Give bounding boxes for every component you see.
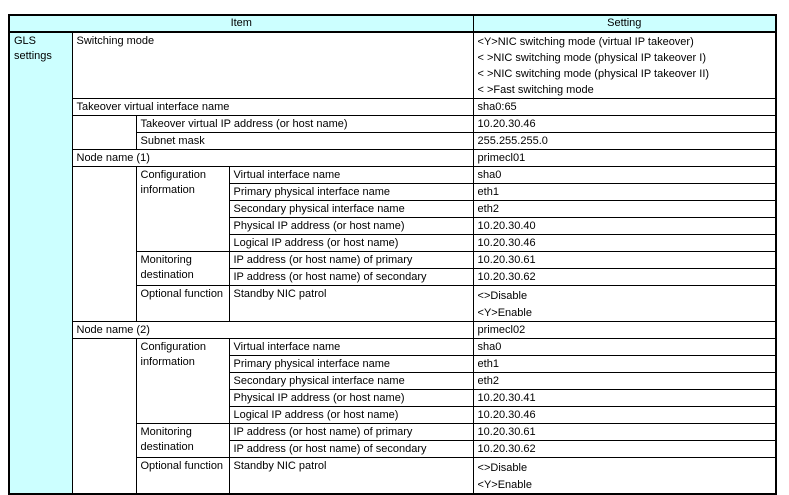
switching-mode-option: < >NIC switching mode (physical IP takeover I) (477, 52, 706, 64)
patrol-option: <>Disable (477, 462, 528, 474)
config-row-value: 10.20.30.46 (473, 407, 776, 424)
table-row (9, 339, 776, 356)
node2-optional-group-label: Optional function (136, 458, 229, 495)
switching-mode-setting (473, 32, 776, 99)
switching-mode-label: Switching mode (72, 32, 473, 99)
switching-mode-option: < >Fast switching mode (477, 84, 594, 96)
node2-monitoring-group-label: Monitoring destination (136, 424, 229, 458)
table-row (9, 322, 776, 339)
config-row-label: Virtual interface name (229, 167, 473, 184)
table-row (9, 167, 776, 184)
table-row (9, 99, 776, 116)
node1-name-value: primecl01 (473, 150, 776, 167)
config-row-value: 10.20.30.40 (473, 218, 776, 235)
config-row-value: eth2 (473, 201, 776, 218)
patrol-option: <Y>Enable (477, 307, 532, 319)
table-row (9, 32, 776, 99)
table-row (9, 116, 776, 133)
gls-settings-table (8, 14, 777, 495)
node2-standby-nic-patrol-setting (473, 458, 776, 495)
switching-mode-option: < >NIC switching mode (physical IP takeover II) (477, 68, 710, 80)
monitoring-row-value: 10.20.30.62 (473, 269, 776, 286)
config-row-value: sha0 (473, 339, 776, 356)
config-row-label: Primary physical interface name (229, 184, 473, 201)
node2-config-group-label: Configuration information (136, 339, 229, 424)
node2-name-value: primecl02 (473, 322, 776, 339)
monitoring-row-value: 10.20.30.62 (473, 441, 776, 458)
config-row-label: Virtual interface name (229, 339, 473, 356)
category-gls-settings: GLS settings (9, 32, 72, 494)
config-row-label: Physical IP address (or host name) (229, 218, 473, 235)
spacer-cell (72, 339, 136, 495)
takeover-interface-label: Takeover virtual interface name (72, 99, 473, 116)
config-row-label: Physical IP address (or host name) (229, 390, 473, 407)
config-row-label: Primary physical interface name (229, 356, 473, 373)
config-row-value: eth2 (473, 373, 776, 390)
header-item: Item (9, 15, 473, 32)
config-row-label: Secondary physical interface name (229, 201, 473, 218)
subnet-mask-value: 255.255.255.0 (473, 133, 776, 150)
node1-config-group-label: Configuration information (136, 167, 229, 252)
table-header-row (9, 15, 776, 32)
config-row-label: Logical IP address (or host name) (229, 407, 473, 424)
config-row-value: eth1 (473, 356, 776, 373)
node1-standby-nic-patrol-label: Standby NIC patrol (229, 286, 473, 322)
spacer-cell (72, 116, 136, 150)
node1-optional-group-label: Optional function (136, 286, 229, 322)
config-row-value: eth1 (473, 184, 776, 201)
monitoring-row-label: IP address (or host name) of primary (229, 252, 473, 269)
takeover-ip-value: 10.20.30.46 (473, 116, 776, 133)
config-row-value: 10.20.30.41 (473, 390, 776, 407)
node1-monitoring-group-label: Monitoring destination (136, 252, 229, 286)
monitoring-row-label: IP address (or host name) of primary (229, 424, 473, 441)
node2-standby-nic-patrol-label: Standby NIC patrol (229, 458, 473, 495)
patrol-option: <Y>Enable (477, 479, 532, 491)
switching-mode-option: <Y>NIC switching mode (virtual IP takeover) (477, 36, 694, 48)
patrol-option: <>Disable (477, 290, 528, 302)
takeover-ip-label: Takeover virtual IP address (or host name) (136, 116, 473, 133)
config-row-value: sha0 (473, 167, 776, 184)
node1-name-label: Node name (1) (72, 150, 473, 167)
monitoring-row-value: 10.20.30.61 (473, 252, 776, 269)
monitoring-row-label: IP address (or host name) of secondary (229, 441, 473, 458)
header-setting: Setting (473, 15, 776, 32)
spacer-cell (72, 167, 136, 322)
config-row-label: Logical IP address (or host name) (229, 235, 473, 252)
takeover-interface-value: sha0:65 (473, 99, 776, 116)
config-row-label: Secondary physical interface name (229, 373, 473, 390)
subnet-mask-label: Subnet mask (136, 133, 473, 150)
node2-name-label: Node name (2) (72, 322, 473, 339)
monitoring-row-label: IP address (or host name) of secondary (229, 269, 473, 286)
monitoring-row-value: 10.20.30.61 (473, 424, 776, 441)
config-row-value: 10.20.30.46 (473, 235, 776, 252)
node1-standby-nic-patrol-setting (473, 286, 776, 322)
table-row (9, 150, 776, 167)
